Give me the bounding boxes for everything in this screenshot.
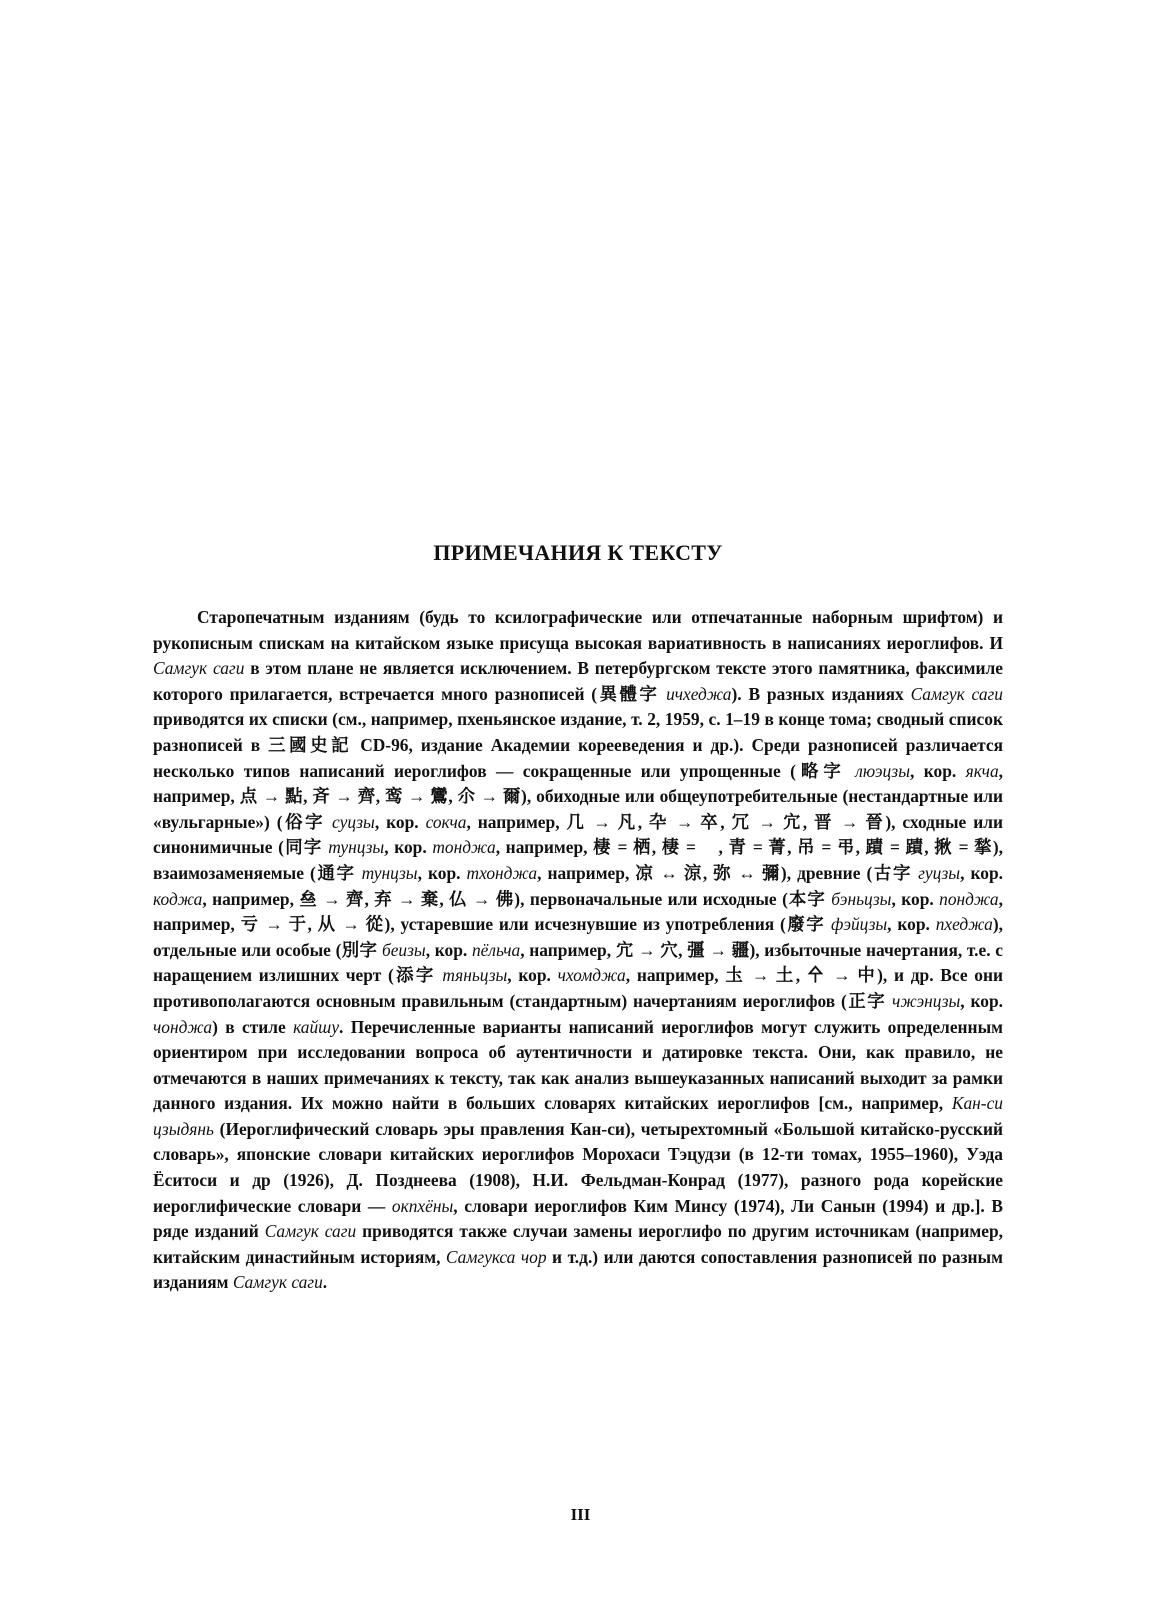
text-run: , кор. [417, 862, 467, 883]
italic-term: Самгукса чор [445, 1246, 547, 1267]
text-run: , кор. [960, 990, 1003, 1011]
italic-term: бэньцзы [831, 888, 892, 909]
text-run: , кор. [425, 939, 472, 960]
text-run: (Иероглифический словарь эры правления Кан-си), четырехтомный «Большой китайско-русский словарь», японские словари китайских иероглифов Морохаси Тэцудзи (в 12-ти томах, 1955–1960), Уэда Ёситоси и др (1926), Д. Позднеева (1908), Н.И. Фельдман-Конрад (1977), разного рода корейские иероглифические словари — [153, 1118, 1003, 1216]
italic-term: Самгук саги [910, 683, 1003, 704]
italic-term: пхеджа [935, 914, 993, 935]
text-run: , кор. [960, 862, 1003, 883]
text-run: , например, 亝 → 齊, 弃 → 棄, 仏 → 佛), первоначальные или исходные (本字 [202, 888, 832, 909]
italic-term: тонджа [432, 837, 496, 858]
italic-term: якча [965, 760, 999, 781]
italic-term: ичхеджа [666, 683, 732, 704]
italic-term: Кан-си цзыдянь [153, 1093, 1003, 1139]
text-run: , например, 亏 → 于, 从 → 從), устаревшие или исчезнувшие из употребления (廢字 [153, 888, 1003, 935]
text-run: . Перечисленные варианты написаний иероглифов могут служить определенным ориентиром при исследовании вопроса об аутентичности и датировке текста. Они, как правило, не отмечаются в наших примечаниях к тексту, так как анализ вышеуказанных написаний выходит за рамки данного издания. Их можно найти в больших словарях китайских иероглифов [см., например, [153, 1016, 1003, 1114]
text-run: , например, 圡 → 土, 㐃 → 中), и др. Все они противополагаются основным правильным (стандартным) начертаниям иероглифов (正字 [153, 965, 1004, 1011]
italic-term: суцзы [332, 811, 375, 832]
text-run: , кор. [384, 837, 433, 858]
text-run: , словари иероглифов Ким Минсу (1974), Ли Санын (1994) и др.]. В ряде изданий [153, 1195, 1003, 1242]
body-paragraph [153, 605, 1003, 1296]
text-run: в этом плане не является исключением. В петербургском тексте этого памятника, факсимиле которого прилагается, встречается много разнописей (異體字 [153, 658, 1003, 704]
text-run: , например, 凉 ↔ 涼, 弥 ↔ 彌), древние (古字 [537, 862, 919, 883]
italic-term: чжэнцзы [892, 990, 961, 1011]
page-title: ПРИМЕЧАНИЯ К ТЕКСТУ [433, 540, 723, 565]
italic-term: сокча [425, 811, 467, 832]
italic-term: чхомджа [557, 965, 626, 986]
text-run: ). В разных изданиях [731, 683, 911, 704]
text-run: , кор. [910, 760, 966, 781]
italic-term: тхонджа [466, 862, 538, 883]
text-run: приводятся их списки (см., например, пхеньянское издание, т. 2, 1959, с. 1–19 в конце тома; сводный список разнописей в 三國史記 CD-96, издание Академии корееведения и др.). Среди разнописей различается несколько типов написаний иероглифов — сокращенные или упрощенные (略字 [153, 709, 1003, 781]
italic-term: кайшу [293, 1016, 340, 1037]
italic-term: тяньцзы [442, 965, 508, 986]
italic-term: пёльча [471, 939, 521, 960]
italic-term: люэцзы [855, 760, 910, 781]
italic-term: коджа [153, 888, 203, 909]
text-run: , например, 宂 → 穴, 彊 → 疆), избыточные начертания, т.е. с наращением излишних черт (添字 [153, 939, 1003, 986]
text-run: ), отдельные или особые (別字 [153, 914, 1003, 960]
italic-term: понджа [939, 888, 999, 909]
italic-term: фэйцзы [830, 914, 888, 935]
italic-term: Самгук саги [153, 658, 245, 679]
text-run: , например, 点 → 點, 斉 → 齊, 鸾 → 鸞, 尒 → 爾), обиходные или общеупотребительные (нестандартные или «вульгарные») (俗字 [153, 760, 1003, 832]
text-run: , кор. [887, 914, 936, 935]
italic-term: Самгук саги [264, 1221, 357, 1242]
text-run: , кор. [891, 888, 940, 909]
italic-term: гуцзы [918, 862, 961, 883]
text-run: ) в стиле [212, 1016, 294, 1037]
text-run: , например, 棲 = 栖, 棲 = , 青 = 菁, 吊 = 弔, 蹟 = 蹟, 揪 = 揫), взаимозаменяемые (通字 [153, 837, 1003, 883]
page-number: III [570, 1505, 591, 1524]
italic-term: Самгук саги [232, 1272, 323, 1293]
text-run: , кор. [507, 965, 558, 986]
text-run: Старопечатным изданиям (будь то ксилографические или отпечатанные наборным шрифтом) и рукописным спискам на китайском языке присуща высокая вариативность в написаниях иероглифов. И [153, 607, 1003, 653]
text-run: , например, 几 → 凡, 卆 → 卒, 冗 → 宂, 晋 → 晉), сходные или синонимичные (同字 [153, 811, 1004, 858]
italic-term: чонджа [153, 1016, 213, 1037]
italic-term: тунцзы [328, 837, 385, 858]
text-run: приводятся также случаи замены иероглифо по другим источникам (например, китайским династийным историям, [153, 1221, 1003, 1267]
italic-term: беuзы [381, 939, 426, 960]
text-run: , кор. [374, 811, 426, 832]
text-run: и т.д.) или даются сопоставления разнописей по разным изданиям [153, 1246, 1003, 1293]
text-run: . [322, 1272, 328, 1293]
italic-term: тунцзы [361, 862, 418, 883]
italic-term: окпхёны [391, 1195, 454, 1216]
